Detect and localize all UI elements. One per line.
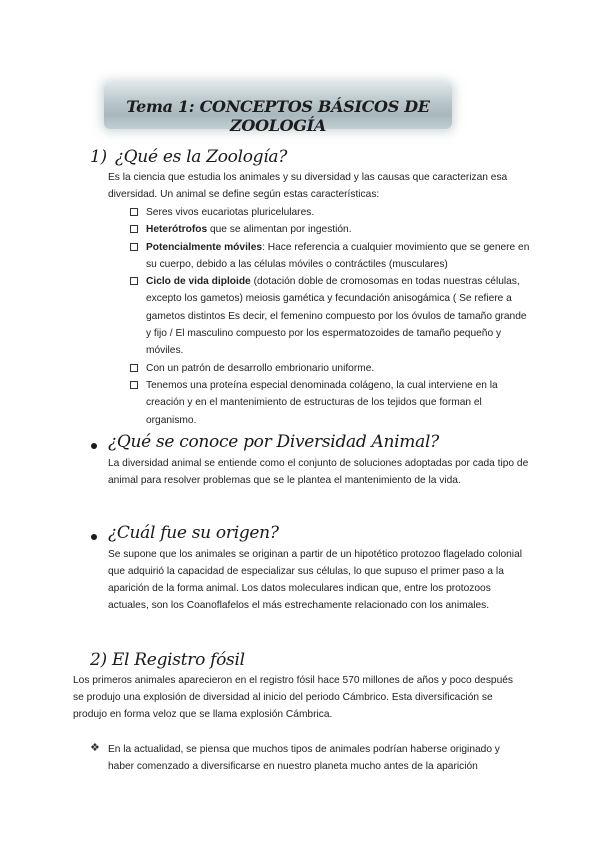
list-item [130, 204, 530, 221]
list-item [130, 239, 530, 274]
checkbox-icon [130, 208, 138, 216]
list-item-text: : Hace referencia a cualquier movimiento que se genere en su cuerpo, debido a las células móviles o contráctiles (musculares) [146, 241, 530, 270]
note-paragraph: En la actualidad, se piensa que muchos tipos de animales podrían haberse originado y haber comenzado a diversificarse en nuestro planeta mucho antes de la aparición [108, 744, 500, 772]
diamond-bullet-icon: ❖ [90, 742, 100, 754]
list-item [130, 221, 530, 238]
checkbox-icon [130, 243, 138, 251]
section-heading-diversidad: ¿Qué se conoce por Diversidad Animal? [108, 432, 439, 452]
section-number: 1) [90, 147, 107, 167]
section-heading-zoologia [90, 147, 287, 167]
section-heading-text: ¿Qué es la Zoología? [114, 147, 288, 167]
list-item-bold: Ciclo de vida diploide [146, 276, 251, 288]
section-heading-registro-fosil: 2) El Registro fósil [90, 650, 245, 670]
characteristics-list [130, 204, 530, 429]
list-item-bold: Potencialmente móviles [146, 241, 263, 253]
checkbox-icon [130, 381, 138, 389]
list-item [130, 273, 530, 359]
bullet-icon [91, 443, 97, 449]
list-item [130, 360, 530, 377]
bullet-icon [91, 534, 97, 540]
section-heading-origen: ¿Cuál fue su origen? [108, 523, 279, 543]
section-paragraph: Los primeros animales aparecieron en el registro fósil hace 570 millones de años y poco después se produjo una explosión de diversidad al inicio del periodo Cámbrico. Esta diversificación se produjo en forma veloz que se llama explosión Cámbrica. [73, 675, 514, 720]
section-paragraph: Es la ciencia que estudia los animales y su diversidad y las causas que caracterizan esa diversidad. Un animal se define según estas características: [108, 172, 508, 200]
title-banner [104, 83, 452, 135]
list-item-text: Tenemos una proteína especial denominada colágeno, la cual interviene en la creación y en el mantenimiento de estructuras de los tejidos que forman el organismo. [146, 379, 498, 426]
list-item [130, 377, 530, 429]
list-item-text: Seres vivos eucariotas pluricelulares. [146, 207, 315, 218]
checkbox-icon [130, 277, 138, 285]
checkbox-icon [130, 364, 138, 372]
list-item-text: Con un patrón de desarrollo embrionario uniforme. [146, 362, 375, 374]
list-item-text: que se alimentan por ingestión. [207, 224, 352, 236]
section-paragraph: La diversidad animal se entiende como el conjunto de soluciones adoptadas por cada tipo de animal para resolver problemas que se le plantea el mantenimiento de la vida. [108, 458, 529, 486]
list-item-text: (dotación doble de cromosomas en todas nuestras células, excepto los gametos) meiosis gamética y fecundación anisogámica ( Se refiere a gametos distintos Es decir, el femenino compuesto por los óvulos de tamaño grande y fijo / El masculino compuesto por los espermatozoides de tamaño pequeño y móviles. [146, 276, 527, 357]
list-item-bold: Heterótrofos [146, 224, 208, 236]
page-title: Tema 1: CONCEPTOS BÁSICOS DE ZOOLOGÍA [126, 97, 430, 135]
section-paragraph: Se supone que los animales se originan a partir de un hipotético protozoo flagelado colonial que adquirió la capacidad de especializar sus células, lo que supuso el primer paso a la aparición de la forma animal. Los datos moleculares indican que, entre los protozoos actuales, son los Coanoflafelos el más estrechamente relacionado con los animales. [108, 549, 523, 611]
checkbox-icon [130, 225, 138, 233]
